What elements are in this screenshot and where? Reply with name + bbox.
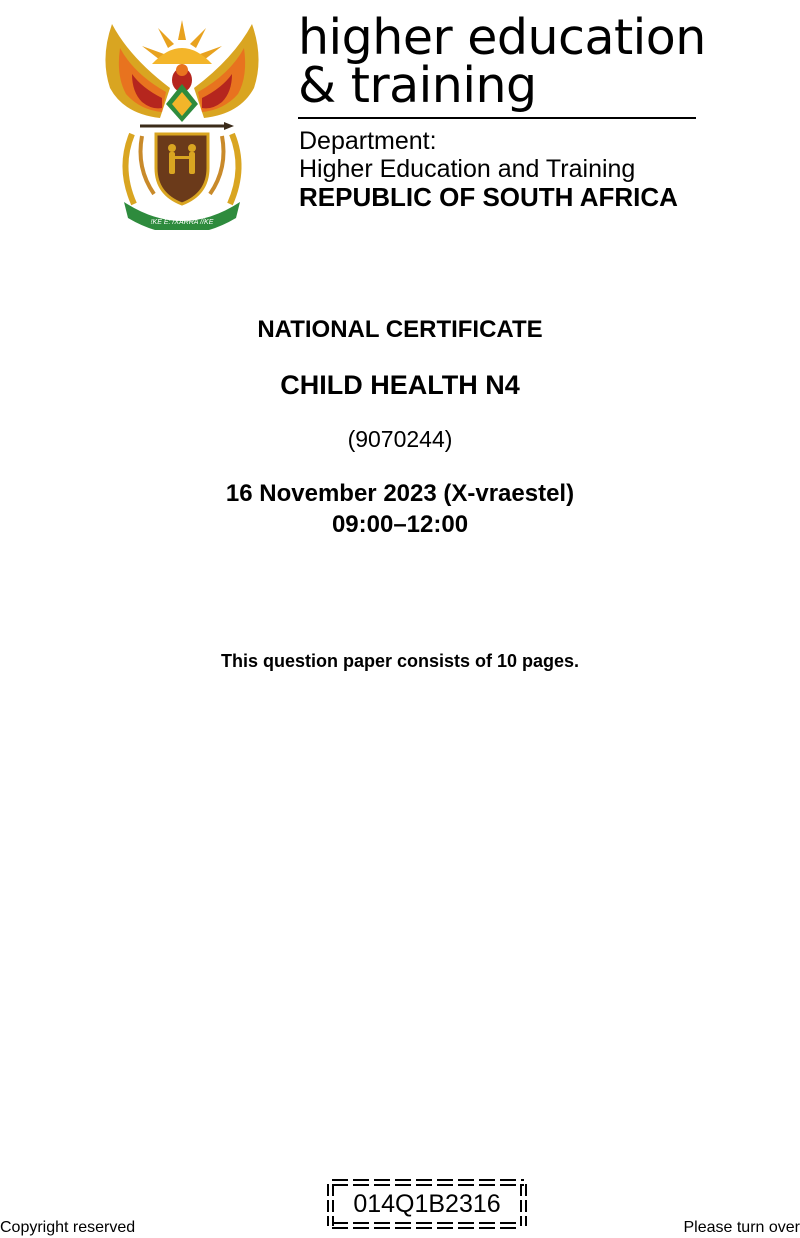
coat-of-arms-logo xyxy=(100,18,264,230)
exam-time: 09:00–12:00 xyxy=(331,511,469,538)
copyright-notice: Copyright reserved xyxy=(0,1219,136,1236)
subject-title: CHILD HEALTH N4 xyxy=(280,370,520,400)
department-label: Department: xyxy=(299,127,437,155)
brand-line-1: higher education xyxy=(298,9,706,66)
department-name: Higher Education and Training xyxy=(299,155,636,183)
exam-date: 16 November 2023 (X-vraestel) xyxy=(225,480,575,507)
header-rule xyxy=(298,117,696,119)
sun-icon xyxy=(142,20,222,64)
crest-motto: !KE E: /XARRA //KE xyxy=(150,219,214,226)
paper-code: 014Q1B2316 xyxy=(353,1190,501,1218)
turn-over-notice: Please turn over xyxy=(683,1219,800,1236)
paper-code-box xyxy=(324,1176,530,1232)
shield-icon xyxy=(156,134,208,204)
certificate-title: NATIONAL CERTIFICATE xyxy=(257,316,543,343)
brand-line-2: & training xyxy=(298,57,537,114)
page-count-note: This question paper consists of 10 pages. xyxy=(220,651,580,671)
subject-code: (9070244) xyxy=(347,426,453,452)
country-name: REPUBLIC OF SOUTH AFRICA xyxy=(299,182,678,212)
